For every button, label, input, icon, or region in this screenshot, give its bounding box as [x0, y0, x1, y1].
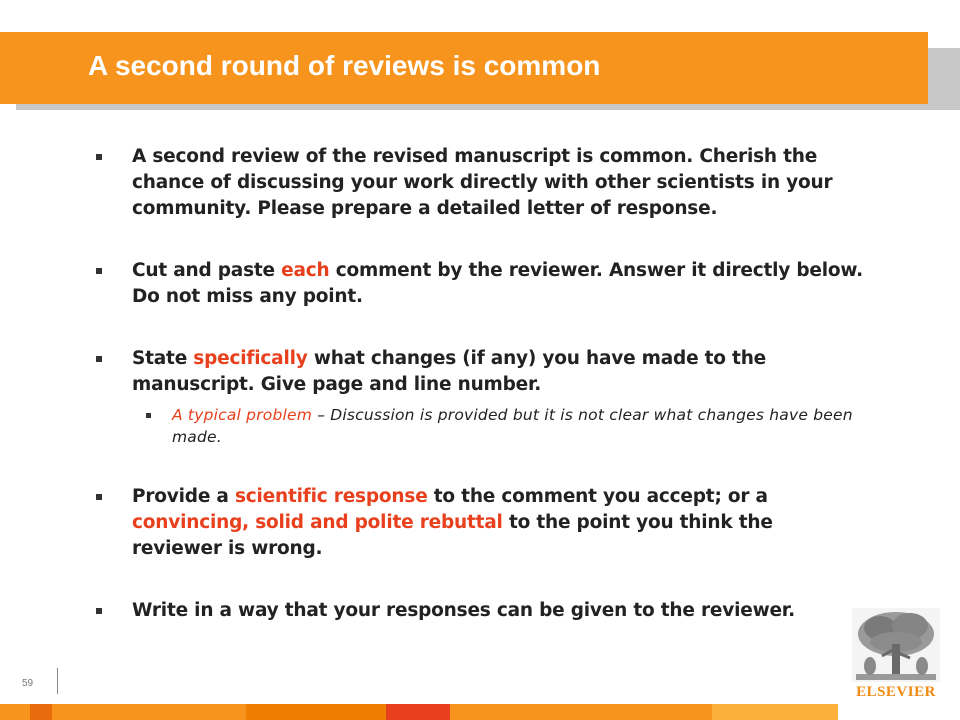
bullet-item-5 — [94, 598, 864, 624]
footer-segment — [0, 704, 30, 720]
bullet-text: Cut and paste — [132, 260, 282, 281]
bullet-text: State — [132, 348, 194, 369]
bullet-item-2 — [94, 258, 864, 310]
highlight-text: each — [281, 260, 330, 281]
sub-bullet-marker — [146, 413, 151, 418]
bullet-marker — [96, 494, 102, 500]
footer-color-bar — [0, 704, 960, 720]
bullet-marker — [96, 608, 102, 614]
footer-segment — [450, 704, 712, 720]
bullet-text: Write in a way that your responses can be given to the reviewer. — [132, 600, 795, 621]
page-number: 59 — [22, 678, 34, 689]
sub-bullet-item — [94, 404, 864, 448]
highlight-text: A typical problem — [172, 406, 313, 424]
bullet-item-1 — [94, 144, 864, 222]
bullet-text: comment by the reviewer. Answer it directly below. Do not miss any point. — [132, 260, 863, 307]
bullet-marker — [96, 154, 102, 160]
footer-segment — [246, 704, 386, 720]
bullet-text: to the point you think the reviewer is wrong. — [132, 512, 773, 559]
bullet-text: A second review of the revised manuscript is common. Cherish the chance of discussing your work directly with other scientists in your community. Please prepare a detailed letter of response. — [132, 146, 833, 219]
bullet-text: what changes (if any) you have made to the manuscript. Give page and line number. — [132, 348, 767, 395]
bullet-marker — [96, 356, 102, 362]
footer-segment — [386, 704, 450, 720]
slide-title: A second round of reviews is common — [88, 50, 601, 81]
footer-segment — [838, 704, 960, 720]
page-divider — [57, 668, 58, 694]
footer-segment — [30, 704, 52, 720]
highlight-text: scientific response — [234, 486, 428, 507]
highlight-text: convincing, solid and polite rebuttal — [132, 512, 503, 533]
bullet-text: Provide a — [132, 486, 235, 507]
bullet-marker — [96, 268, 102, 274]
bullet-list — [94, 144, 864, 624]
elsevier-logo-text: ELSEVIER — [856, 684, 936, 700]
bullet-text: to the comment you accept; or a — [427, 486, 768, 507]
bullet-item-3 — [94, 346, 864, 398]
footer-segment — [712, 704, 838, 720]
highlight-text: specifically — [193, 348, 308, 369]
footer-segment — [52, 704, 246, 720]
bullet-item-4 — [94, 484, 864, 562]
sub-bullet-text: – Discussion is provided but it is not clear what changes have been made. — [172, 406, 853, 446]
